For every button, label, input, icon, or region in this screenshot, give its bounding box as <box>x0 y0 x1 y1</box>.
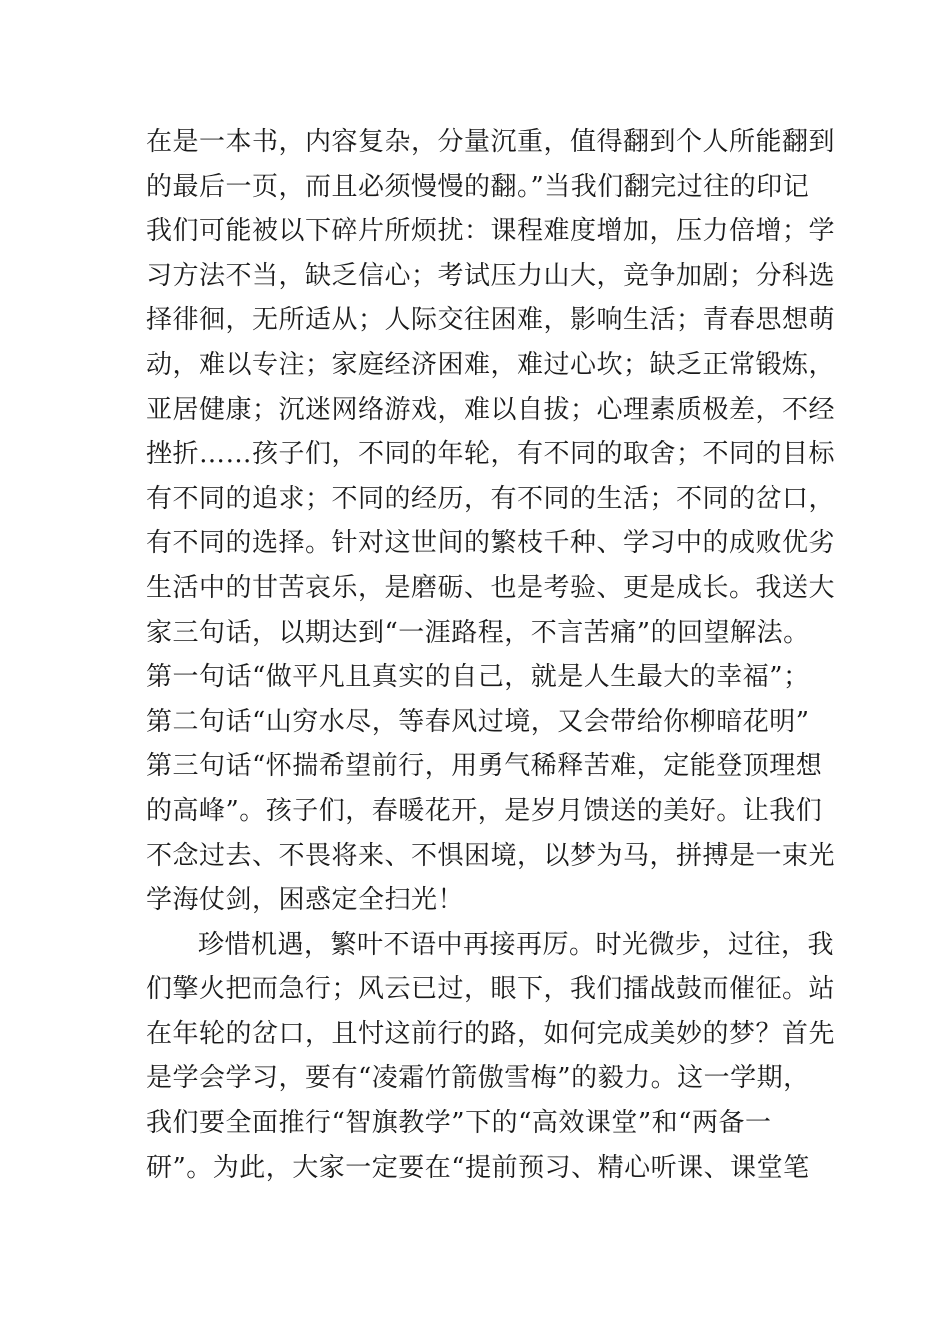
text-line: 第一句话“做平凡且真实的自己，就是人生最大的幸福”； <box>146 662 810 693</box>
text-line: 我们要全面推行“智旗教学”下的“高效课堂”和“两备一 <box>146 1108 772 1139</box>
text-line: 有不同的追求；不同的经历，有不同的生活；不同的岔口， <box>146 483 836 514</box>
text-line: 家三句话，以期达到“一涯路程，不言苦痛”的回望解法。 <box>146 617 810 648</box>
text-line: 研”。为此，大家一定要在“提前预习、精心听课、课堂笔 <box>146 1152 810 1183</box>
text-line: 第三句话“怀揣希望前行，用勇气稀释苦难，定能登顶理想 <box>146 751 823 782</box>
text-line: 动，难以专注；家庭经济困难，难过心坎；缺乏正常锻炼， <box>146 349 836 380</box>
paragraph-first-line: 珍惜机遇，繁叶不语中再接再厉。时光微步，过往，我 <box>198 929 835 960</box>
text-line: 的最后一页，而且必须慢慢的翻。”当我们翻完过往的印记 <box>146 171 810 202</box>
text-line: 学海仗剑，困惑定全扫光！ <box>146 885 465 916</box>
text-line: 在年轮的岔口，且忖这前行的路，如何完成美妙的梦？首先 <box>146 1018 836 1049</box>
text-line: 习方法不当，缺乏信心；考试压力山大，竞争加剧；分科选 <box>146 260 836 291</box>
text-line: 第二句话“山穷水尽，等春风过境，又会带给你柳暗花明” <box>146 706 810 737</box>
text-line: 我们可能被以下碎片所烦扰：课程难度增加，压力倍增；学 <box>146 216 836 247</box>
body-text <box>146 120 836 1190</box>
text-line: 亚居健康；沉迷网络游戏，难以自拔；心理素质极差，不经 <box>146 394 836 425</box>
text-line: 在是一本书，内容复杂，分量沉重，值得翻到个人所能翻到 <box>146 127 836 157</box>
text-line: 们擎火把而急行；风云已过，眼下，我们擂战鼓而催征。站 <box>146 974 836 1005</box>
text-line: 的高峰”。孩子们，春暖花开，是岁月馈送的美好。让我们 <box>146 795 823 826</box>
text-line: 生活中的甘苦哀乐，是磨砺、也是考验、更是成长。我送大 <box>146 572 836 603</box>
text-line: 择徘徊，无所适从；人际交往困难，影响生活；青春思想萌 <box>146 305 836 336</box>
text-line: 是学会学习，要有“凌霜竹箭傲雪梅”的毅力。这一学期， <box>146 1063 810 1094</box>
text-line: 有不同的选择。针对这世间的繁枝千种、学习中的成败优劣 <box>146 528 836 559</box>
text-line: 挫折……孩子们，不同的年轮，有不同的取舍；不同的目标 <box>146 439 836 470</box>
text-line: 不念过去、不畏将来、不惧困境，以梦为马，拼搏是一束光 <box>146 840 836 871</box>
